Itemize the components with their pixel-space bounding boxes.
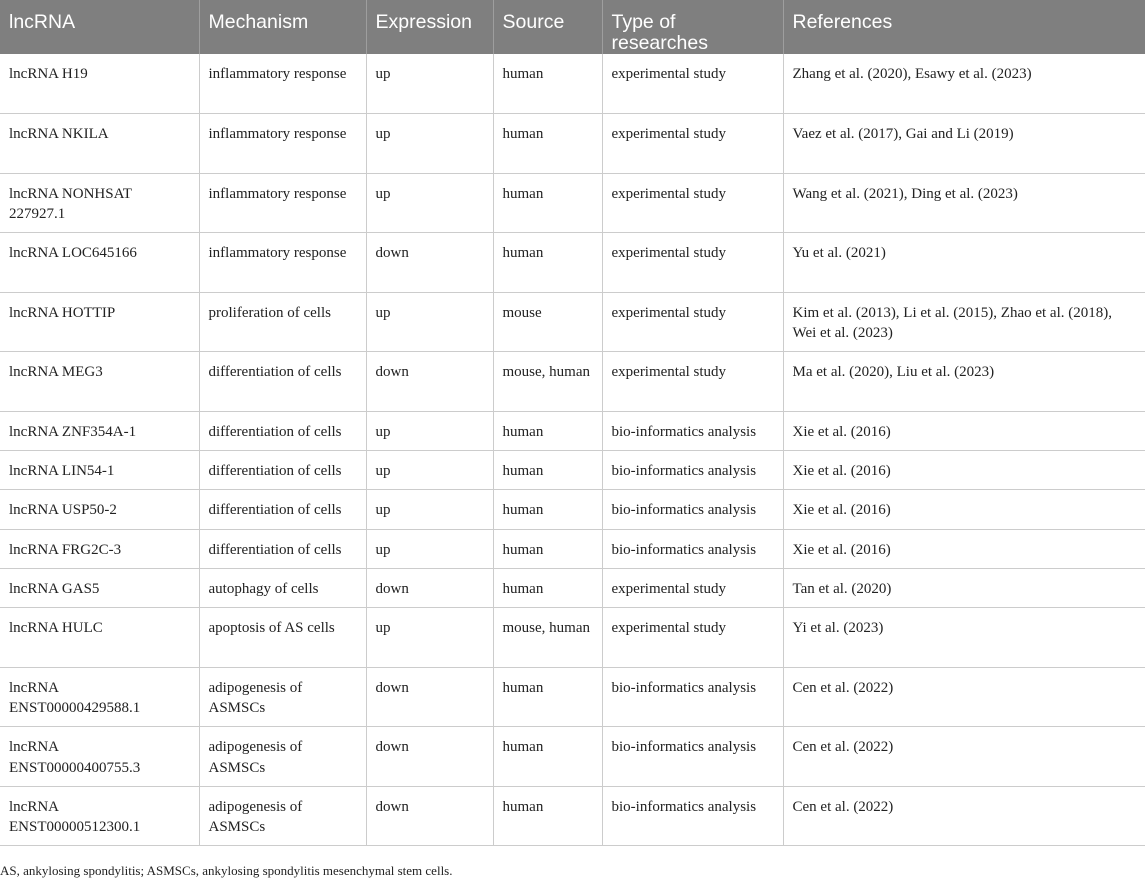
cell-expression: down xyxy=(366,667,493,727)
cell-mechanism: adipogenesis of ASMSCs xyxy=(199,786,366,846)
cell-source: mouse xyxy=(493,292,602,352)
cell-mechanism: differentiation of cells xyxy=(199,529,366,568)
cell-lncrna: lncRNA LIN54-1 xyxy=(0,451,199,490)
table-row xyxy=(0,54,1145,114)
cell-source: mouse, human xyxy=(493,352,602,412)
cell-lncrna: lncRNA ZNF354A-1 xyxy=(0,412,199,451)
cell-type: experimental study xyxy=(602,54,783,114)
cell-source: human xyxy=(493,786,602,846)
cell-type: experimental study xyxy=(602,568,783,607)
header-expression: Expression xyxy=(366,0,493,54)
cell-references: Xie et al. (2016) xyxy=(783,412,1145,451)
cell-expression: up xyxy=(366,173,493,233)
cell-expression: down xyxy=(366,352,493,412)
table-row xyxy=(0,451,1145,490)
table-header xyxy=(0,0,1145,54)
table-row xyxy=(0,352,1145,412)
cell-expression: down xyxy=(366,568,493,607)
cell-references: Cen et al. (2022) xyxy=(783,667,1145,727)
cell-type: bio-informatics analysis xyxy=(602,529,783,568)
cell-type: bio-informatics analysis xyxy=(602,490,783,529)
cell-expression: up xyxy=(366,412,493,451)
cell-type: bio-informatics analysis xyxy=(602,412,783,451)
cell-expression: up xyxy=(366,292,493,352)
cell-references: Tan et al. (2020) xyxy=(783,568,1145,607)
table-footnote: AS, ankylosing spondylitis; ASMSCs, ankylosing spondylitis mesenchymal stem cells. xyxy=(0,863,453,878)
cell-type: experimental study xyxy=(602,352,783,412)
cell-mechanism: inflammatory response xyxy=(199,233,366,293)
table-row xyxy=(0,292,1145,352)
table-row xyxy=(0,490,1145,529)
cell-references: Yu et al. (2021) xyxy=(783,233,1145,293)
cell-lncrna: lncRNA ENST00000400755.3 xyxy=(0,727,199,787)
cell-references: Xie et al. (2016) xyxy=(783,490,1145,529)
cell-mechanism: adipogenesis of ASMSCs xyxy=(199,667,366,727)
cell-source: human xyxy=(493,54,602,114)
cell-lncrna: lncRNA GAS5 xyxy=(0,568,199,607)
header-mechanism: Mechanism xyxy=(199,0,366,54)
cell-references: Zhang et al. (2020), Esawy et al. (2023) xyxy=(783,54,1145,114)
cell-lncrna: lncRNA MEG3 xyxy=(0,352,199,412)
cell-source: human xyxy=(493,667,602,727)
table-row xyxy=(0,608,1145,668)
table-row xyxy=(0,727,1145,787)
cell-source: human xyxy=(493,114,602,174)
header-source: Source xyxy=(493,0,602,54)
cell-mechanism: differentiation of cells xyxy=(199,352,366,412)
cell-expression: up xyxy=(366,608,493,668)
table-row xyxy=(0,233,1145,293)
cell-type: experimental study xyxy=(602,173,783,233)
cell-type: bio-informatics analysis xyxy=(602,786,783,846)
cell-type: experimental study xyxy=(602,292,783,352)
cell-references: Xie et al. (2016) xyxy=(783,451,1145,490)
cell-references: Xie et al. (2016) xyxy=(783,529,1145,568)
cell-references: Cen et al. (2022) xyxy=(783,727,1145,787)
cell-mechanism: inflammatory response xyxy=(199,114,366,174)
cell-expression: down xyxy=(366,233,493,293)
cell-expression: up xyxy=(366,114,493,174)
cell-expression: up xyxy=(366,451,493,490)
table-row xyxy=(0,173,1145,233)
cell-mechanism: inflammatory response xyxy=(199,173,366,233)
cell-source: human xyxy=(493,727,602,787)
cell-mechanism: proliferation of cells xyxy=(199,292,366,352)
cell-lncrna: lncRNA ENST00000512300.1 xyxy=(0,786,199,846)
cell-mechanism: adipogenesis of ASMSCs xyxy=(199,727,366,787)
table-row xyxy=(0,412,1145,451)
cell-source: human xyxy=(493,568,602,607)
cell-references: Yi et al. (2023) xyxy=(783,608,1145,668)
cell-mechanism: differentiation of cells xyxy=(199,451,366,490)
cell-source: human xyxy=(493,173,602,233)
cell-references: Ma et al. (2020), Liu et al. (2023) xyxy=(783,352,1145,412)
cell-type: experimental study xyxy=(602,233,783,293)
cell-type: bio-informatics analysis xyxy=(602,667,783,727)
cell-source: human xyxy=(493,451,602,490)
table-row xyxy=(0,667,1145,727)
table-row xyxy=(0,529,1145,568)
cell-mechanism: apoptosis of AS cells xyxy=(199,608,366,668)
cell-lncrna: lncRNA HOTTIP xyxy=(0,292,199,352)
header-lncrna: lncRNA xyxy=(0,0,199,54)
cell-lncrna: lncRNA NONHSAT 227927.1 xyxy=(0,173,199,233)
table-row xyxy=(0,568,1145,607)
cell-type: experimental study xyxy=(602,608,783,668)
cell-references: Kim et al. (2013), Li et al. (2015), Zhao et al. (2018), Wei et al. (2023) xyxy=(783,292,1145,352)
cell-references: Cen et al. (2022) xyxy=(783,786,1145,846)
cell-lncrna: lncRNA H19 xyxy=(0,54,199,114)
header-type-of-researches: Type of researches xyxy=(602,0,783,54)
cell-type: bio-informatics analysis xyxy=(602,727,783,787)
table-body xyxy=(0,54,1145,846)
table-row xyxy=(0,114,1145,174)
cell-lncrna: lncRNA LOC645166 xyxy=(0,233,199,293)
cell-expression: down xyxy=(366,786,493,846)
cell-mechanism: autophagy of cells xyxy=(199,568,366,607)
cell-source: human xyxy=(493,412,602,451)
cell-source: human xyxy=(493,233,602,293)
cell-expression: up xyxy=(366,529,493,568)
cell-mechanism: differentiation of cells xyxy=(199,490,366,529)
cell-references: Wang et al. (2021), Ding et al. (2023) xyxy=(783,173,1145,233)
cell-expression: up xyxy=(366,490,493,529)
cell-source: human xyxy=(493,490,602,529)
table-row xyxy=(0,786,1145,846)
cell-lncrna: lncRNA USP50-2 xyxy=(0,490,199,529)
header-references: References xyxy=(783,0,1145,54)
cell-lncrna: lncRNA FRG2C-3 xyxy=(0,529,199,568)
cell-source: mouse, human xyxy=(493,608,602,668)
cell-expression: up xyxy=(366,54,493,114)
cell-type: bio-informatics analysis xyxy=(602,451,783,490)
cell-type: experimental study xyxy=(602,114,783,174)
header-row xyxy=(0,0,1145,54)
cell-lncrna: lncRNA NKILA xyxy=(0,114,199,174)
cell-source: human xyxy=(493,529,602,568)
cell-mechanism: inflammatory response xyxy=(199,54,366,114)
cell-references: Vaez et al. (2017), Gai and Li (2019) xyxy=(783,114,1145,174)
cell-mechanism: differentiation of cells xyxy=(199,412,366,451)
cell-expression: down xyxy=(366,727,493,787)
cell-lncrna: lncRNA ENST00000429588.1 xyxy=(0,667,199,727)
cell-lncrna: lncRNA HULC xyxy=(0,608,199,668)
